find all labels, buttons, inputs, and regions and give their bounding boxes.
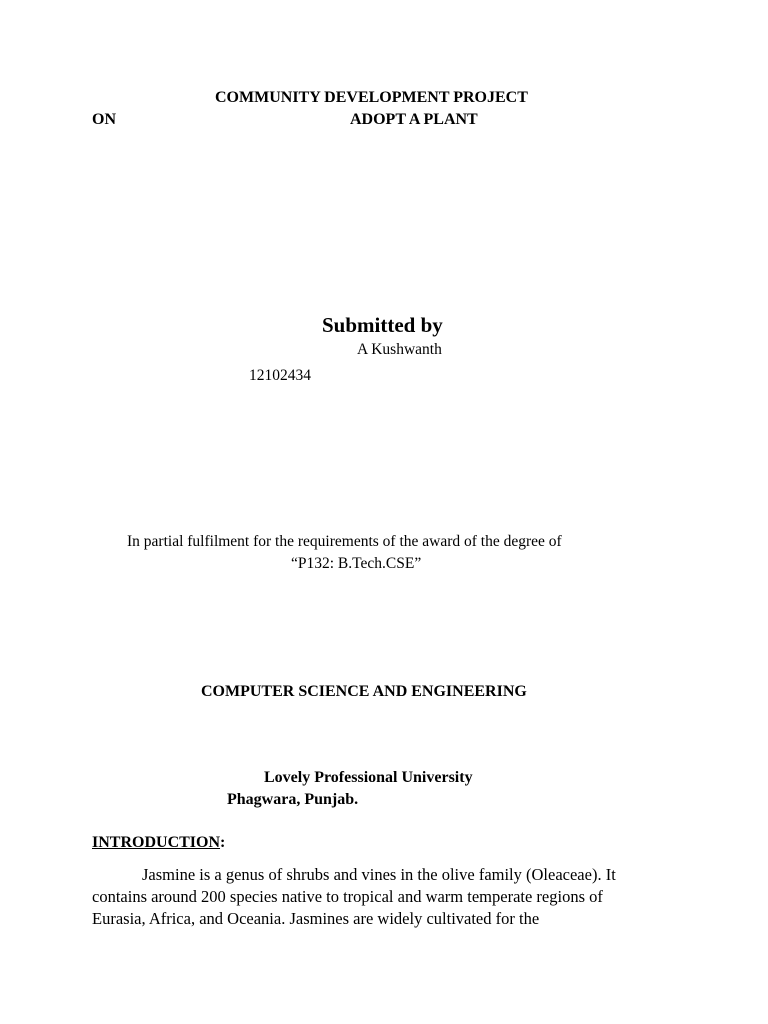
project-title: COMMUNITY DEVELOPMENT PROJECT bbox=[215, 89, 528, 106]
submitted-by-heading: Submitted by bbox=[322, 313, 443, 337]
introduction-heading-text: INTRODUCTION bbox=[92, 834, 221, 851]
student-name: A Kushwanth bbox=[357, 341, 442, 358]
registration-number: 12102434 bbox=[249, 367, 311, 384]
paragraph-line: contains around 200 species native to tropical and warm temperate regions of bbox=[92, 887, 603, 906]
university-location: Phagwara, Punjab. bbox=[227, 791, 359, 808]
degree-program: “P132: B.Tech.CSE” bbox=[291, 555, 422, 572]
degree-statement: In partial fulfilment for the requirements of the award of the degree of bbox=[127, 533, 562, 550]
project-topic: ADOPT A PLANT bbox=[350, 111, 478, 128]
on-label: ON bbox=[92, 111, 116, 128]
paragraph-line: Jasmine is a genus of shrubs and vines in the olive family (Oleaceae). It bbox=[142, 865, 616, 884]
university-name: Lovely Professional University bbox=[264, 769, 473, 786]
paragraph-line: Eurasia, Africa, and Oceania. Jasmines are widely cultivated for the bbox=[92, 909, 540, 928]
introduction-paragraph bbox=[92, 864, 672, 930]
department-name: COMPUTER SCIENCE AND ENGINEERING bbox=[201, 683, 527, 700]
introduction-heading bbox=[92, 835, 225, 851]
introduction-heading-colon: : bbox=[220, 834, 226, 851]
